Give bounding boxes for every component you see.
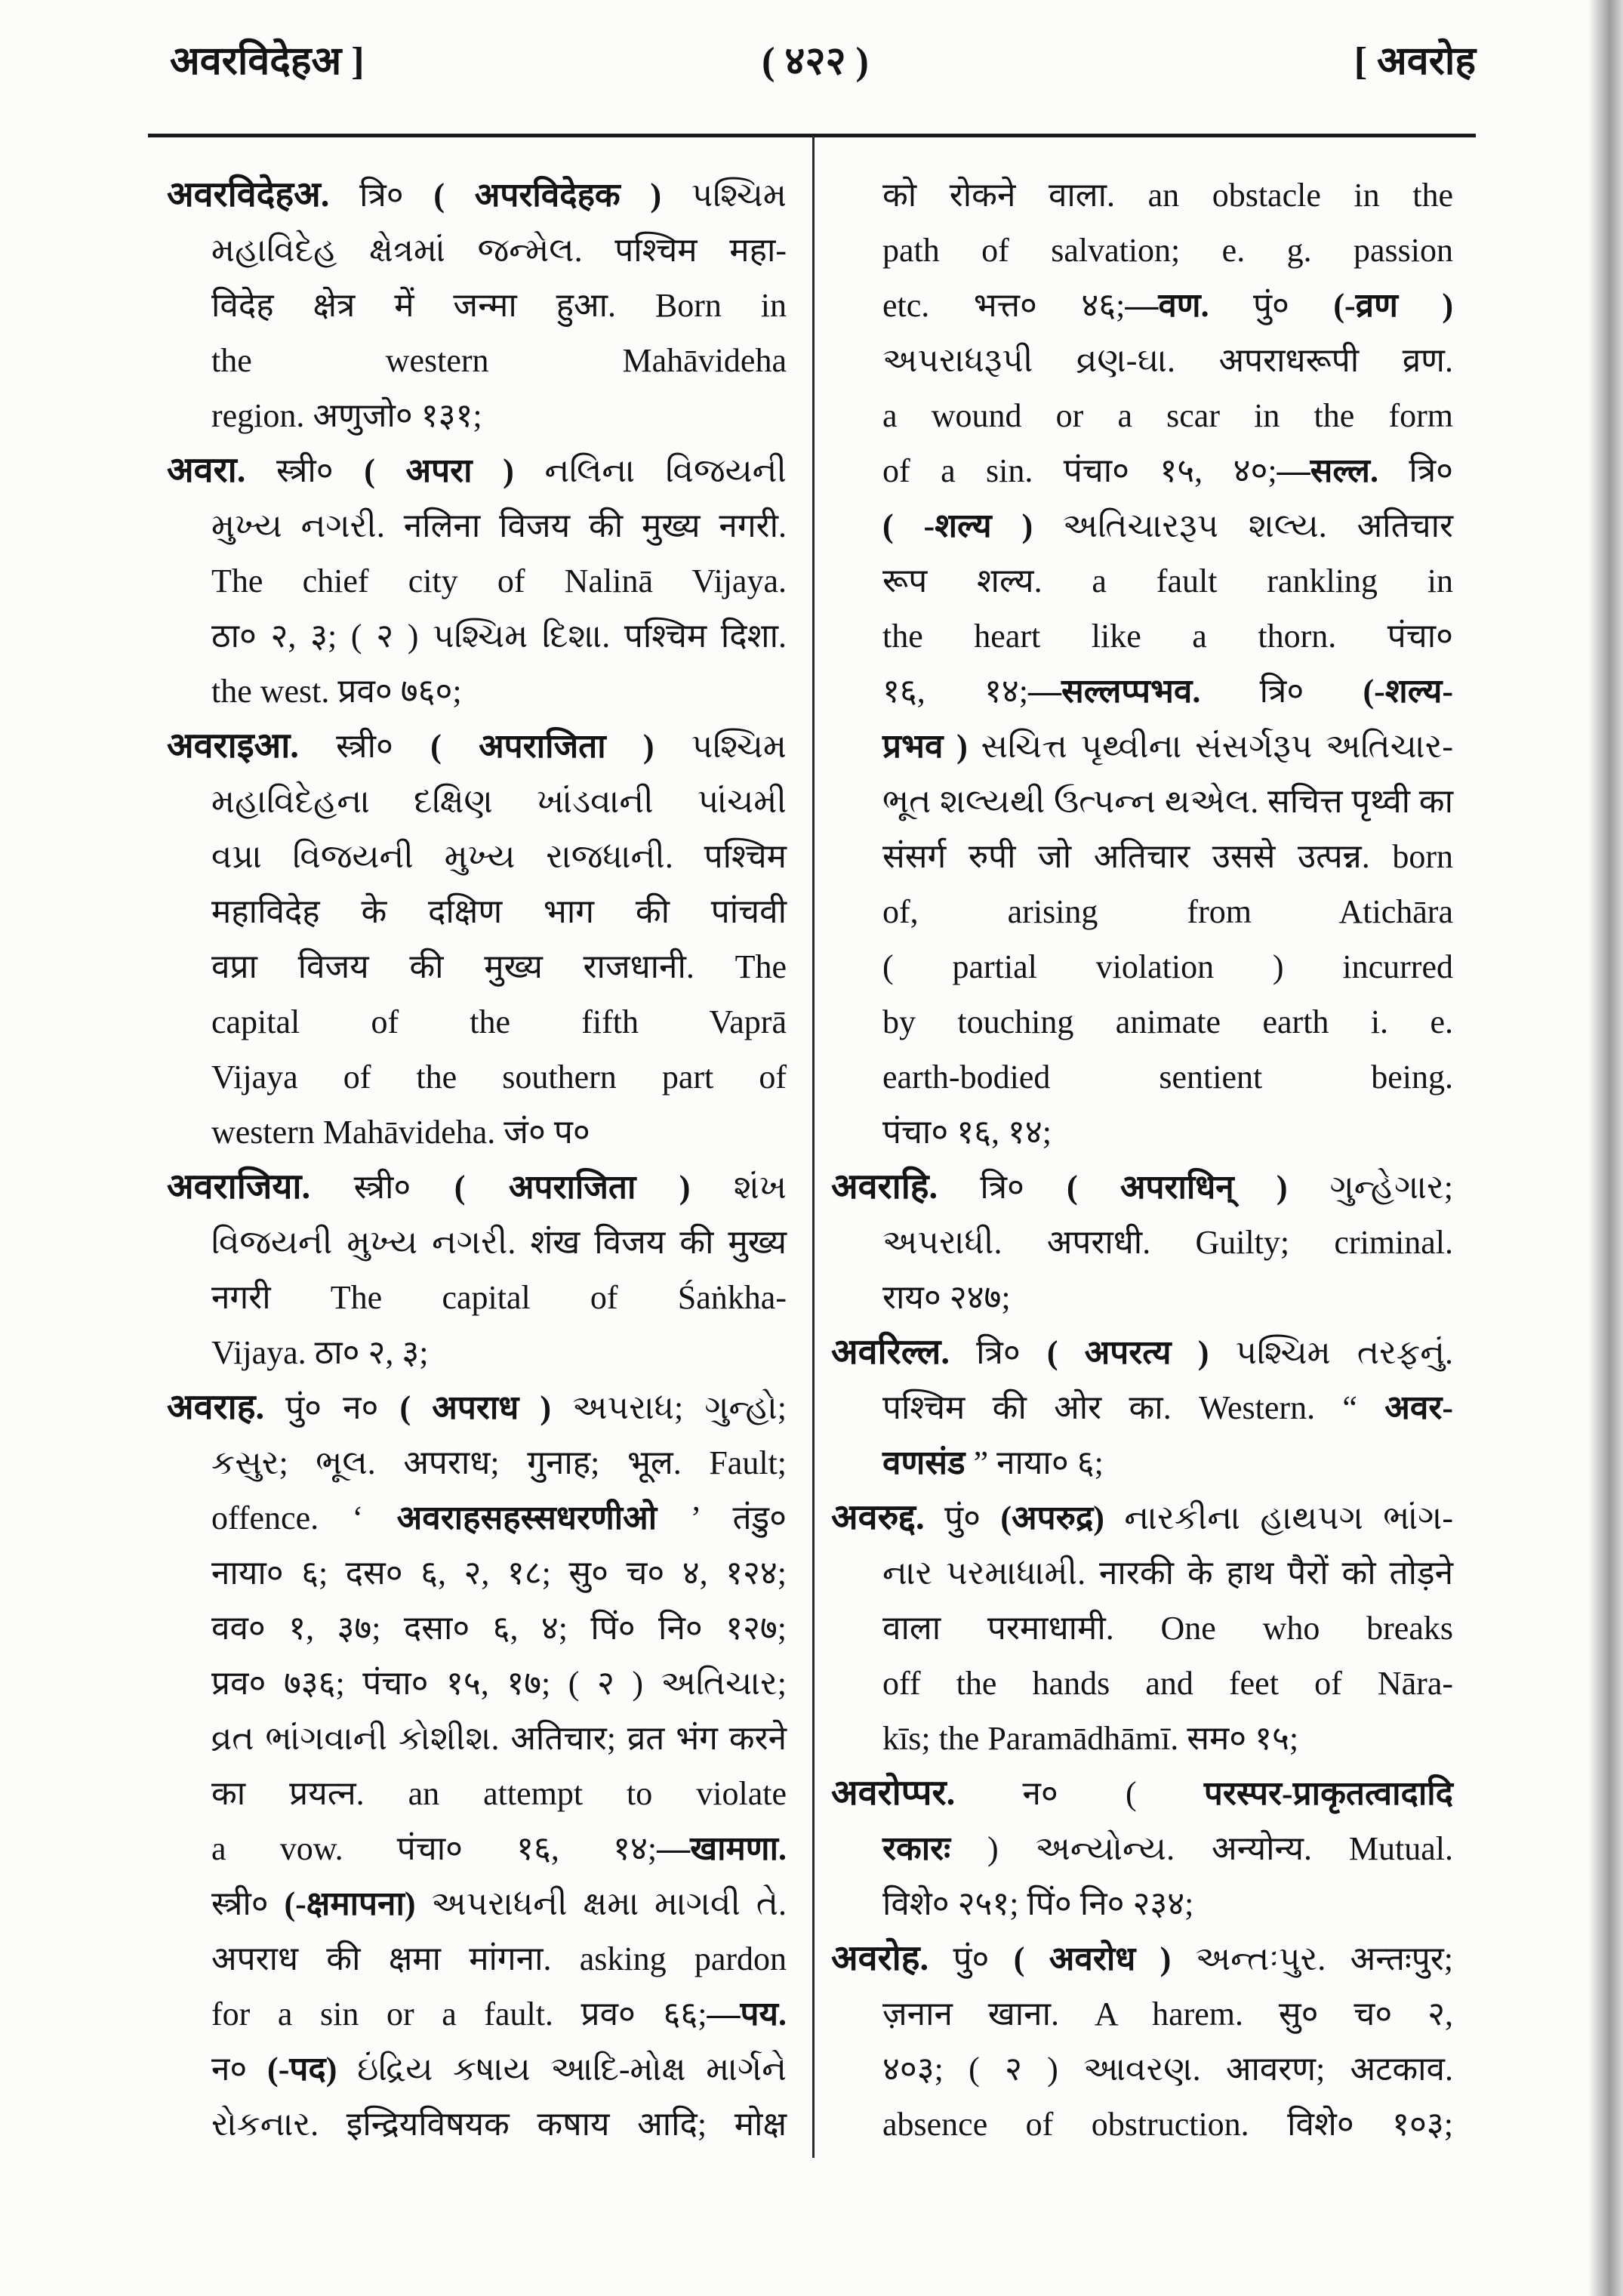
definition-text: નલિના વિજયની	[513, 452, 787, 489]
emphasized-term: —वण.	[1125, 287, 1209, 324]
entry-line	[831, 719, 1453, 774]
definition-text: the heart like a thorn. पंचा०	[882, 618, 1453, 655]
definition-text: त्रि०	[950, 1334, 1047, 1371]
definition-text: पुं०	[924, 1499, 1001, 1536]
definition-text: नगरी The capital of Śaṅkha-	[211, 1279, 787, 1316]
definition-text: वप्रा विजय की मुख्य राजधानी. The	[211, 948, 787, 985]
definition-text: ठा० २, ३; ( २ ) પશ્ચિમ દિશા. पश्चिम दिशा.	[211, 618, 787, 655]
definition-text: न०	[211, 2051, 268, 2088]
definition-text: અપરાધની ક્ષમા માગવી તે.	[415, 1885, 787, 1922]
definition-text: અન્તઃપુર. अन्तःपुर;	[1171, 1940, 1453, 1977]
entry-line	[167, 1711, 787, 1766]
definition-text: of, arising from Atichāra	[882, 893, 1453, 930]
entry-line	[831, 1931, 1453, 1986]
definition-text: स्त्री०	[211, 1885, 285, 1922]
dictionary-entry	[831, 1325, 1453, 1490]
entry-line	[831, 884, 1453, 939]
entry-line	[167, 2097, 787, 2152]
emphasized-term: परस्पर-प्राकृतत्वादादि	[1203, 1775, 1453, 1812]
definition-text: શંખ	[690, 1169, 787, 1206]
emphasized-term: ( अपरत्य )	[1046, 1334, 1209, 1371]
dictionary-entry	[831, 1766, 1453, 1931]
entry-line	[831, 2097, 1453, 2152]
definition-text: Vijaya. ठा० २, ३;	[211, 1334, 429, 1371]
headword: अवरा.	[167, 451, 246, 490]
entry-line	[167, 884, 787, 939]
emphasized-term: ( अपराजिता )	[430, 728, 654, 765]
emphasized-term: ( अपरा )	[364, 452, 514, 489]
definition-text: region. अणुजो० १३१;	[211, 397, 482, 434]
entry-line	[167, 1105, 787, 1160]
entry-line	[831, 333, 1453, 388]
headword: अवरुद्द.	[831, 1498, 925, 1537]
emphasized-term: —खामणा.	[657, 1830, 787, 1867]
definition-text: the western Mahāvideha	[211, 342, 787, 379]
definition-text: ज़नान खाना. A harem. सु० च० २,	[882, 1996, 1453, 2032]
entry-line	[831, 1711, 1453, 1766]
definition-text: विशे० २५१; पिं० नि० २३४;	[882, 1885, 1194, 1922]
definition-text: etc. भत्त० ४६;	[882, 287, 1126, 324]
definition-text: पुं० न०	[264, 1389, 400, 1426]
entry-line	[167, 278, 787, 333]
dictionary-entry	[831, 1160, 1453, 1325]
entry-line	[831, 498, 1453, 553]
headword: अवरोप्पर.	[831, 1774, 956, 1813]
definition-text: वव० १, ३७; दसा० ६, ४; पिं० नि० १२७;	[211, 1610, 787, 1647]
definition-text: સચિત્ત પૃથ્વીના સંસર્ગરૂપ અતિચાર-	[967, 728, 1453, 765]
entry-line	[167, 1821, 787, 1876]
entry-line	[831, 1601, 1453, 1656]
entry-line	[167, 1601, 787, 1656]
entry-line	[167, 1490, 787, 1546]
headword: अवराहि.	[831, 1167, 938, 1207]
definition-text: त्रि०	[329, 177, 434, 214]
definition-text: महाविदेह के दक्षिण भाग की पांचवी	[211, 893, 787, 930]
emphasized-term: —सल्ल.	[1277, 452, 1378, 489]
definition-text: पुं०	[1209, 287, 1334, 324]
entry-line	[831, 1049, 1453, 1105]
definition-text: વિજયની મુખ્ય નગરી. शंख विजय की मुख्य	[211, 1224, 787, 1261]
definition-text: न० (	[955, 1775, 1204, 1812]
entry-line	[831, 774, 1453, 829]
definition-text: વપ્રા વિજયની મુખ્ય રાજધાની. पश्चिम	[211, 838, 787, 875]
definition-text: स्त्री०	[310, 1169, 454, 1206]
definition-text: અતિચારરૂપ શલ્ય. अतिचार	[1033, 507, 1453, 544]
headword: अवराइआ.	[167, 726, 299, 766]
definition-text: absence of obstruction. विशे० १०३;	[882, 2106, 1453, 2143]
entry-line	[831, 1876, 1453, 1931]
entry-line	[831, 223, 1453, 278]
definition-text: મહાવિદેહ ક્ષેત્રમાં જન્મેલ. पश्चिम महा-	[211, 232, 787, 269]
definition-text: નારકીના હાથપગ ભાંગ-	[1104, 1499, 1453, 1536]
definition-text: પશ્ચિમ તરફનું.	[1209, 1334, 1453, 1371]
definition-text: મહાવિદેહના દક્ષિણ ખાંડવાની પાંચમી	[211, 783, 787, 820]
definition-text: नाया० ६; दस० ६, २, १८; सु० च० ४, १२४;	[211, 1555, 787, 1592]
definition-text: ઇંદ્રિય કષાય આદિ-મોક્ષ માર્ગને	[337, 2051, 787, 2088]
emphasized-term: (-क्षमापना)	[284, 1885, 416, 1922]
emphasized-term: —सल्लप्पभव.	[1028, 673, 1201, 710]
emphasized-term: ( अवरोध )	[1013, 1940, 1172, 1977]
entry-line	[167, 609, 787, 664]
definition-text: स्त्री०	[298, 728, 431, 765]
entry-line	[167, 388, 787, 443]
definition-text: capital of the fifth Vaprā	[211, 1003, 787, 1040]
entry-line	[167, 1986, 787, 2042]
dictionary-entry	[167, 719, 787, 1160]
dictionary-entry	[167, 1380, 787, 2152]
entry-line	[831, 553, 1453, 609]
entry-line	[167, 443, 787, 498]
entry-line	[167, 774, 787, 829]
definition-text: अपराध की क्षमा मांगना. asking pardon	[211, 1940, 787, 1977]
headword: अवराजिया.	[167, 1167, 311, 1207]
emphasized-term: (-पद)	[267, 2051, 337, 2088]
right-column	[831, 168, 1453, 2152]
entry-line	[831, 278, 1453, 333]
entry-line	[167, 1931, 787, 1986]
definition-text: earth-bodied sentient being.	[882, 1059, 1453, 1096]
definition-text: ગુન્હેગાર;	[1287, 1169, 1453, 1206]
entry-line	[167, 664, 787, 719]
entry-line	[167, 1380, 787, 1435]
running-head-last-word: [ अवरोह	[1354, 40, 1476, 83]
entry-line	[831, 1490, 1453, 1546]
entry-line	[831, 168, 1453, 223]
emphasized-term: (अपरुद्र)	[1000, 1499, 1104, 1536]
definition-text: को रोकने वाला. an obstacle in the	[882, 177, 1453, 214]
entry-line	[831, 1270, 1453, 1325]
definition-text: १६, १४;	[882, 673, 1029, 710]
definition-text: નાર પરમાધામી. नारकी के हाथ पैरों को तोड़ने	[882, 1555, 1453, 1592]
left-column	[167, 168, 787, 2152]
definition-text: ” नाया० ६;	[965, 1444, 1104, 1481]
entry-line	[167, 168, 787, 223]
definition-text: ( partial violation ) incurred	[882, 948, 1453, 985]
definition-text: ४०३; ( २ ) આવરણ. आवरण; अटकाव.	[882, 2051, 1453, 2088]
entry-line	[167, 1270, 787, 1325]
entry-line	[167, 2042, 787, 2097]
definition-text: kīs; the Paramādhāmī. सम० १५;	[882, 1720, 1299, 1757]
definition-text: offence. ‘	[211, 1499, 397, 1536]
entry-line	[167, 1160, 787, 1215]
definition-text: विदेह क्षेत्र में जन्मा हुआ. Born in	[211, 287, 787, 324]
definition-text: त्रि०	[938, 1169, 1067, 1206]
emphasized-term: अवर-	[1384, 1389, 1453, 1426]
entry-line	[167, 994, 787, 1049]
entry-line	[167, 553, 787, 609]
dictionary-entry	[831, 1490, 1453, 1766]
entry-line	[831, 1546, 1453, 1601]
page-edge-shadow	[1588, 0, 1623, 2296]
entry-line	[831, 1325, 1453, 1380]
page-number: ( ४२२ )	[762, 40, 869, 83]
definition-text: કસુર; ભૂલ. अपराध; गुनाह; भूल. Fault;	[211, 1444, 787, 1481]
entry-line	[167, 829, 787, 884]
definition-text: મુખ્ય નગરી. नलिना विजय की मुख्य नगरी.	[211, 507, 787, 544]
definition-text: ) અન્યોન્ય. अन्योन्य. Mutual.	[950, 1830, 1453, 1867]
definition-text: रूप शल्य. a fault rankling in	[882, 562, 1453, 599]
entry-line	[167, 939, 787, 994]
definition-text: the west. प्रव० ७६०;	[211, 673, 462, 710]
entry-line	[167, 1435, 787, 1490]
definition-text: off the hands and feet of Nāra-	[882, 1665, 1453, 1702]
entry-line	[831, 1215, 1453, 1270]
definition-text: રોકનાર. इन्द्रियविषयक कषाय आदि; मोक्ष	[211, 2106, 787, 2143]
emphasized-term: अवराहसहस्सधरणीओ	[396, 1499, 658, 1536]
emphasized-term: वणसंड	[882, 1444, 965, 1481]
definition-text: पुं०	[929, 1940, 1014, 1977]
dictionary-entry-continued	[831, 168, 1453, 1160]
definition-text: प्रव० ७३६; पंचा० १५, १७; ( २ ) અતિચાર;	[211, 1665, 787, 1702]
definition-text: for a sin or a fault. प्रव० ६६;	[211, 1996, 707, 2032]
entry-line	[167, 1656, 787, 1711]
definition-text: स्त्री०	[245, 452, 365, 489]
definition-text: a wound or a scar in the form	[882, 397, 1453, 434]
definition-text: અપરાધ; ગુન્હો;	[551, 1389, 787, 1426]
entry-line	[167, 1215, 787, 1270]
definition-text: path of salvation; e. g. passion	[882, 232, 1453, 269]
entry-line	[831, 609, 1453, 664]
dictionary-entry	[167, 168, 787, 443]
definition-text: का प्रयत्न. an attempt to violate	[211, 1775, 787, 1812]
definition-text: western Mahāvideha. जं० प०	[211, 1114, 590, 1151]
entry-line	[831, 2042, 1453, 2097]
headword: अवरविदेहअ.	[167, 175, 330, 214]
entry-line	[831, 443, 1453, 498]
entry-line	[167, 1049, 787, 1105]
headword: अवराह.	[167, 1388, 265, 1427]
headword: अवरोह.	[831, 1939, 929, 1978]
emphasized-term: (-शल्य-	[1363, 673, 1453, 710]
definition-text: ભૂત શલ્યથી ઉત્પન્ન થએલ. सचित्त पृथ्वी का	[882, 783, 1453, 820]
definition-text: पंचा० १६, १४;	[882, 1114, 1052, 1151]
dictionary-entry	[167, 1160, 787, 1380]
definition-text: અપરાધી. अपराधी. Guilty; criminal.	[882, 1224, 1453, 1261]
definition-text: The chief city of Nalinā Vijaya.	[211, 562, 787, 599]
definition-text: a vow. पंचा० १६, १४;	[211, 1830, 658, 1867]
entry-line	[831, 939, 1453, 994]
emphasized-term: —पय.	[707, 1996, 787, 2032]
entry-line	[831, 388, 1453, 443]
dictionary-entry	[831, 1931, 1453, 2152]
emphasized-term: ( अपरविदेहक )	[433, 177, 662, 214]
headword: अवरिल्ल.	[831, 1333, 950, 1372]
emphasized-term: ( अपराध )	[399, 1389, 552, 1426]
entry-line	[167, 1766, 787, 1821]
emphasized-term: प्रभव )	[882, 728, 968, 765]
definition-text: અપરાધરૂપી વ્રણ-ઘા. अपराधरूपी व्रण.	[882, 342, 1453, 379]
emphasized-term: ( अपराधिन् )	[1067, 1169, 1288, 1206]
definition-text: ’ तंडु०	[657, 1499, 787, 1536]
definition-text: પશ્ચિમ	[661, 177, 787, 214]
entry-line	[167, 1876, 787, 1931]
entry-line	[831, 1380, 1453, 1435]
entry-line	[167, 1325, 787, 1380]
entry-line	[167, 1546, 787, 1601]
definition-text: by touching animate earth i. e.	[882, 1003, 1453, 1040]
entry-line	[831, 829, 1453, 884]
entry-line	[167, 498, 787, 553]
entry-line	[831, 1821, 1453, 1876]
entry-line	[831, 1986, 1453, 2042]
emphasized-term: रकारः	[882, 1830, 951, 1867]
definition-text: वाला परमाधामी. One who breaks	[882, 1610, 1453, 1647]
definition-text: राय० २४७;	[882, 1279, 1011, 1316]
definition-text: संसर्ग रुपी जो अतिचार उससे उत्पन्न. born	[882, 838, 1453, 875]
entry-line	[831, 664, 1453, 719]
definition-text: Vijaya of the southern part of	[211, 1059, 787, 1096]
running-head-first-word: अवरविदेहअ ]	[170, 40, 365, 83]
dictionary-entry	[167, 443, 787, 719]
definition-text: વ્રત ભાંગવાની કોશીશ. अतिचार; व्रत भंग करने	[211, 1720, 787, 1757]
column-divider	[812, 136, 815, 2158]
emphasized-term: ( अपराजिता )	[454, 1169, 691, 1206]
entry-line	[831, 1656, 1453, 1711]
definition-text: of a sin. पंचा० १५, ४०;	[882, 452, 1277, 489]
emphasized-term: (-व्रण )	[1333, 287, 1454, 324]
definition-text: त्रि०	[1200, 673, 1363, 710]
entry-line	[167, 333, 787, 388]
entry-line	[831, 994, 1453, 1049]
definition-text: त्रि०	[1378, 452, 1453, 489]
entry-line	[831, 1766, 1453, 1821]
entry-line	[831, 1435, 1453, 1490]
entry-line	[167, 719, 787, 774]
definition-text: पश्चिम की ओर का. Western. “	[882, 1389, 1385, 1426]
emphasized-term: ( -शल्य )	[882, 507, 1033, 544]
entry-line	[831, 1105, 1453, 1160]
entry-line	[167, 223, 787, 278]
entry-line	[831, 1160, 1453, 1215]
definition-text: પશ્ચિમ	[654, 728, 787, 765]
